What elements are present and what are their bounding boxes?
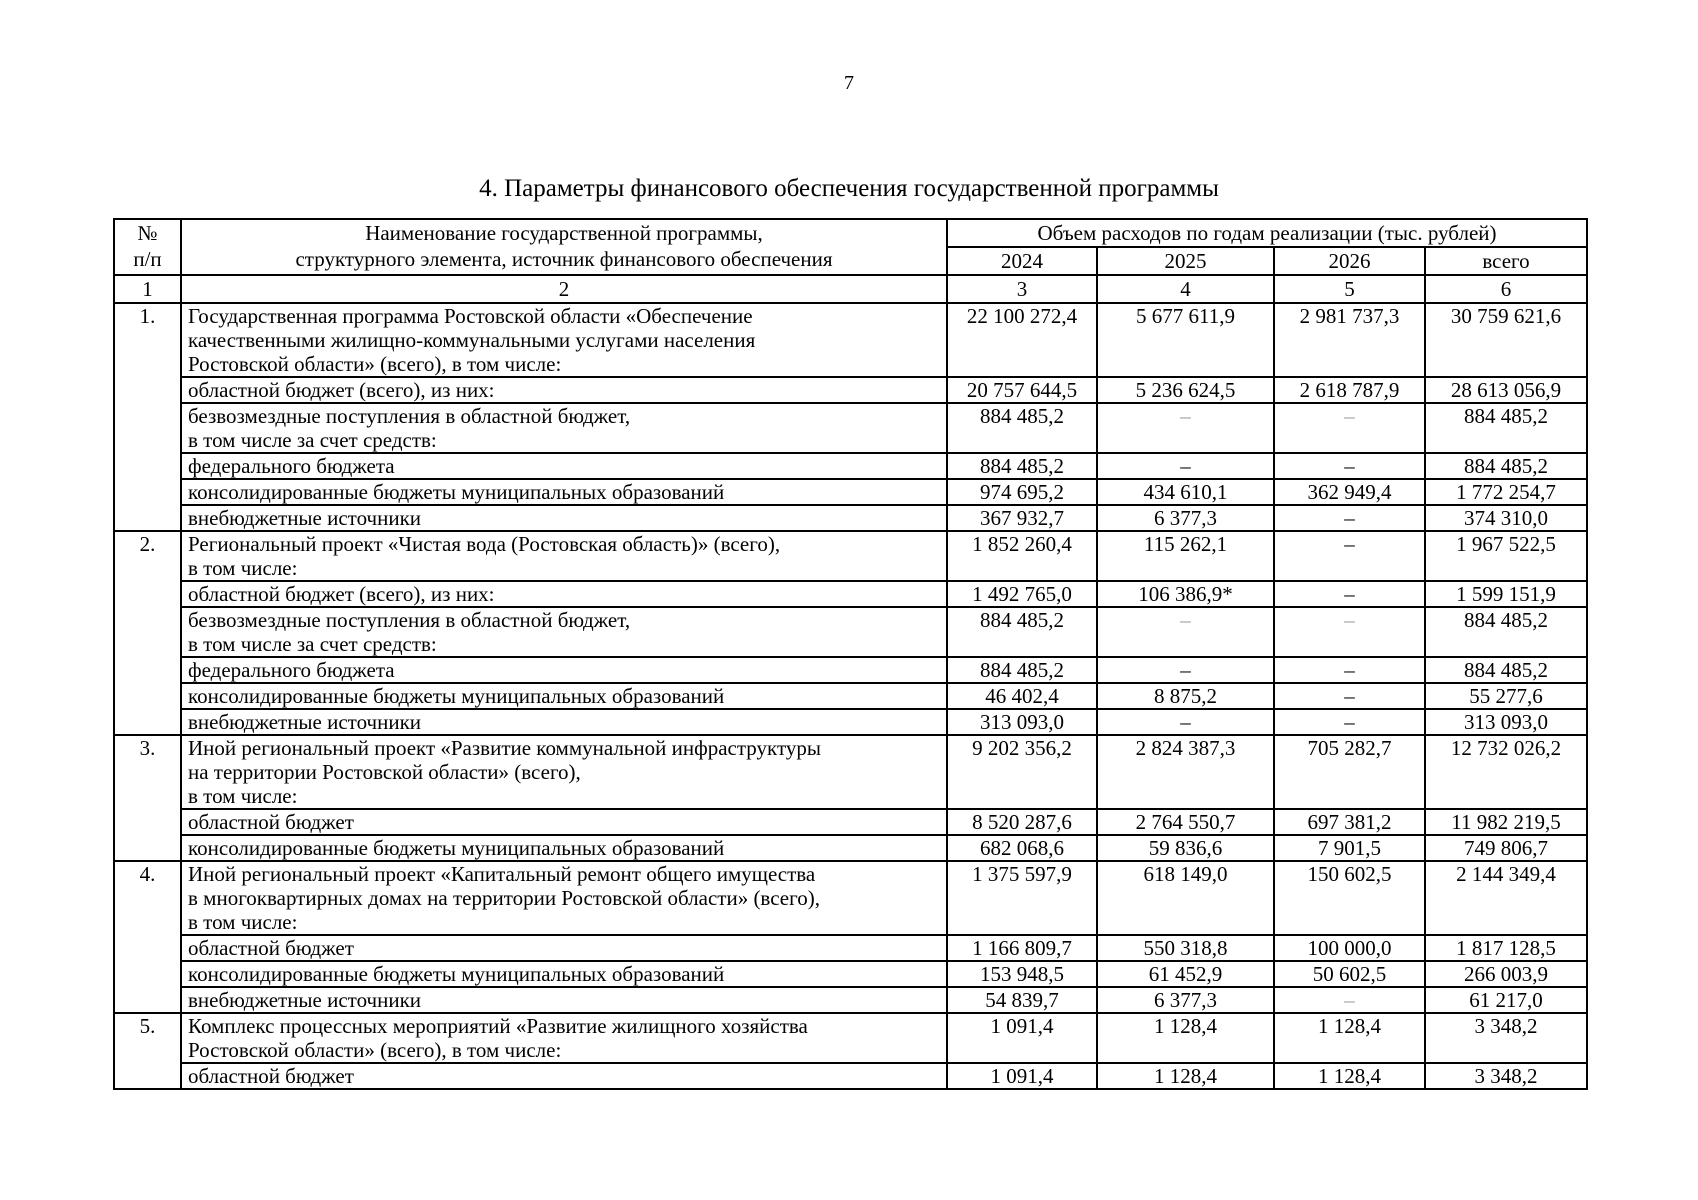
amount-value: 1 128,4 xyxy=(1154,1064,1217,1088)
value-cell-2026 xyxy=(1274,935,1425,961)
value-cell-2024 xyxy=(947,303,1097,377)
amount-value: 1 492 765,0 xyxy=(972,582,1072,606)
value-cell-2026 xyxy=(1274,453,1425,479)
value-cell-2025 xyxy=(1097,377,1274,403)
amount-value: 55 277,6 xyxy=(1469,684,1543,708)
value-cell-2026 xyxy=(1274,607,1425,657)
amount-value: 884 485,2 xyxy=(980,454,1064,478)
header-index-row xyxy=(114,275,1587,303)
row-name-cell xyxy=(181,531,947,581)
amount-value: 884 485,2 xyxy=(980,404,1064,428)
table-row xyxy=(114,403,1587,453)
row-name-cell xyxy=(181,683,947,709)
header-year-2025: 2025 xyxy=(1097,247,1274,275)
table-row xyxy=(114,961,1587,987)
table-row xyxy=(114,987,1587,1013)
value-cell-2025 xyxy=(1097,709,1274,735)
dash-value: – xyxy=(1344,582,1355,606)
row-name-line: областной бюджет (всего), из них: xyxy=(188,582,495,606)
header-num-cell xyxy=(114,219,181,275)
row-name-line: в том числе за счет средств: xyxy=(188,632,437,656)
value-cell-2026 xyxy=(1274,709,1425,735)
amount-value: 1 091,4 xyxy=(990,1064,1054,1088)
row-name-line: областной бюджет xyxy=(188,1064,354,1088)
value-cell-2024 xyxy=(947,709,1097,735)
value-cell-2025 xyxy=(1097,1063,1274,1089)
value-cell-2024 xyxy=(947,505,1097,531)
value-cell-2025 xyxy=(1097,1013,1274,1063)
amount-value: 313 093,0 xyxy=(980,710,1064,734)
row-name-cell xyxy=(181,581,947,607)
row-name-line: в том числе: xyxy=(188,556,298,580)
value-cell-2025 xyxy=(1097,683,1274,709)
amount-value: 884 485,2 xyxy=(980,658,1064,682)
header-volume-cell: Объем расходов по годам реализации (тыс. рублей) xyxy=(947,219,1587,247)
value-cell-total xyxy=(1425,581,1587,607)
value-cell-2025 xyxy=(1097,531,1274,581)
amount-value: 100 000,0 xyxy=(1307,936,1392,960)
index-cell: 5 xyxy=(1274,275,1425,303)
amount-value: 749 806,7 xyxy=(1464,836,1548,860)
row-name-cell xyxy=(181,607,947,657)
value-cell-2026 xyxy=(1274,505,1425,531)
value-cell-2025 xyxy=(1097,453,1274,479)
value-cell-2025 xyxy=(1097,657,1274,683)
row-name-line: консолидированные бюджеты муниципальных образований xyxy=(188,962,725,986)
row-name-line: внебюджетные источники xyxy=(188,988,422,1012)
dash-value: – xyxy=(1180,404,1191,428)
row-name-line: Иной региональный проект «Капитальный ремонт общего имущества xyxy=(188,862,816,886)
value-cell-2026 xyxy=(1274,403,1425,453)
value-cell-total xyxy=(1425,835,1587,861)
amount-value: 884 485,2 xyxy=(1464,608,1548,632)
section-number: 1. xyxy=(114,303,181,531)
amount-value: 1 599 151,9 xyxy=(1456,582,1556,606)
amount-value: 1 166 809,7 xyxy=(972,936,1072,960)
table-row xyxy=(114,1013,1587,1063)
value-cell-total xyxy=(1425,861,1587,935)
value-cell-2025 xyxy=(1097,581,1274,607)
value-cell-total xyxy=(1425,935,1587,961)
row-name-line: федерального бюджета xyxy=(188,454,395,478)
value-cell-2024 xyxy=(947,403,1097,453)
row-name-cell xyxy=(181,453,947,479)
row-name-line: Региональный проект «Чистая вода (Ростовская область)» (всего), xyxy=(188,532,781,556)
page-number: 7 xyxy=(844,72,854,94)
row-name-line: федерального бюджета xyxy=(188,658,395,682)
amount-value: 2 144 349,4 xyxy=(1456,862,1556,886)
amount-value: 367 932,7 xyxy=(980,506,1064,530)
value-cell-2026 xyxy=(1274,581,1425,607)
row-name-line: внебюджетные источники xyxy=(188,710,422,734)
row-name-line: безвозмездные поступления в областной бюджет, xyxy=(188,404,631,428)
value-cell-2026 xyxy=(1274,1013,1425,1063)
value-cell-2024 xyxy=(947,1063,1097,1089)
amount-value: 50 602,5 xyxy=(1312,962,1387,986)
amount-value: 11 982 219,5 xyxy=(1451,810,1561,834)
row-name-cell xyxy=(181,1013,947,1063)
value-cell-2024 xyxy=(947,683,1097,709)
index-cell: 6 xyxy=(1425,275,1587,303)
amount-value: 1 128,4 xyxy=(1318,1064,1381,1088)
amount-value: 1 772 254,7 xyxy=(1456,480,1556,504)
value-cell-2026 xyxy=(1274,1063,1425,1089)
row-name-line: внебюджетные источники xyxy=(188,506,422,530)
value-cell-2026 xyxy=(1274,809,1425,835)
table-row xyxy=(114,657,1587,683)
row-name-line: областной бюджет (всего), из них: xyxy=(188,378,495,402)
amount-value: 884 485,2 xyxy=(980,608,1064,632)
amount-value: 705 282,7 xyxy=(1307,736,1392,760)
index-cell: 2 xyxy=(181,275,947,303)
dash-value: – xyxy=(1344,404,1355,428)
value-cell-2025 xyxy=(1097,735,1274,809)
table-row xyxy=(114,835,1587,861)
dash-value: – xyxy=(1344,988,1355,1012)
value-cell-2024 xyxy=(947,961,1097,987)
value-cell-total xyxy=(1425,987,1587,1013)
amount-value: 61 452,9 xyxy=(1148,962,1223,986)
dash-value: – xyxy=(1180,658,1191,682)
amount-value: 3 348,2 xyxy=(1474,1014,1538,1038)
section-number: 3. xyxy=(114,735,181,861)
dash-value: – xyxy=(1344,684,1355,708)
value-cell-2024 xyxy=(947,531,1097,581)
amount-value: 153 948,5 xyxy=(980,962,1064,986)
amount-value: 22 100 272,4 xyxy=(966,304,1078,328)
value-cell-2024 xyxy=(947,735,1097,809)
value-cell-total xyxy=(1425,505,1587,531)
amount-value: 1 375 597,9 xyxy=(972,862,1072,886)
table-row xyxy=(114,377,1587,403)
value-cell-total xyxy=(1425,961,1587,987)
dash-value: – xyxy=(1344,658,1355,682)
amount-value: 1 091,4 xyxy=(990,1014,1054,1038)
row-name-line: областной бюджет xyxy=(188,936,354,960)
header-num-line2: п/п xyxy=(133,247,162,271)
amount-value: 6 377,3 xyxy=(1154,506,1217,530)
value-cell-2024 xyxy=(947,581,1097,607)
table-row xyxy=(114,809,1587,835)
row-name-line: на территории Ростовской области» (всего), xyxy=(188,760,581,784)
row-name-cell xyxy=(181,303,947,377)
amount-value: 106 386,9* xyxy=(1138,582,1233,606)
index-cell: 4 xyxy=(1097,275,1274,303)
row-name-line: в том числе за счет средств: xyxy=(188,428,437,452)
value-cell-2024 xyxy=(947,607,1097,657)
value-cell-total xyxy=(1425,607,1587,657)
amount-value: 3 348,2 xyxy=(1474,1064,1538,1088)
row-name-cell xyxy=(181,709,947,735)
table-row xyxy=(114,709,1587,735)
value-cell-2026 xyxy=(1274,987,1425,1013)
dash-value: – xyxy=(1180,454,1191,478)
index-cell: 1 xyxy=(114,275,181,303)
row-name-cell xyxy=(181,987,947,1013)
table-row xyxy=(114,505,1587,531)
value-cell-2026 xyxy=(1274,657,1425,683)
table-row xyxy=(114,479,1587,505)
row-name-line: Государственная программа Ростовской области «Обеспечение xyxy=(188,304,753,328)
financing-table xyxy=(113,218,1588,1090)
amount-value: 8 520 287,6 xyxy=(972,810,1072,834)
amount-value: 697 381,2 xyxy=(1307,810,1392,834)
row-name-cell xyxy=(181,935,947,961)
row-name-line: безвозмездные поступления в областной бюджет, xyxy=(188,608,631,632)
value-cell-2026 xyxy=(1274,303,1425,377)
value-cell-2025 xyxy=(1097,505,1274,531)
amount-value: 54 839,7 xyxy=(985,988,1059,1012)
value-cell-total xyxy=(1425,735,1587,809)
row-name-line: в том числе: xyxy=(188,910,298,934)
table-title: 4. Параметры финансового обеспечения государственной программы xyxy=(479,175,1219,202)
row-name-line: консолидированные бюджеты муниципальных образований xyxy=(188,684,725,708)
dash-value: – xyxy=(1344,454,1355,478)
header-row-1 xyxy=(114,219,1587,247)
amount-value: 59 836,6 xyxy=(1148,836,1223,860)
row-name-line: консолидированные бюджеты муниципальных образований xyxy=(188,480,725,504)
amount-value: 313 093,0 xyxy=(1464,710,1548,734)
amount-value: 682 068,6 xyxy=(980,836,1064,860)
amount-value: 12 732 026,2 xyxy=(1450,736,1562,760)
dash-value: – xyxy=(1180,608,1191,632)
amount-value: 5 236 624,5 xyxy=(1135,378,1236,402)
value-cell-total xyxy=(1425,809,1587,835)
value-cell-2026 xyxy=(1274,961,1425,987)
value-cell-total xyxy=(1425,683,1587,709)
header-name-line1: Наименование государственной программы, xyxy=(365,221,763,245)
row-name-line: Иной региональный проект «Развитие коммунальной инфраструктуры xyxy=(188,736,821,760)
dash-value: – xyxy=(1180,710,1191,734)
amount-value: 1 852 260,4 xyxy=(972,532,1072,556)
index-cell: 3 xyxy=(947,275,1097,303)
value-cell-total xyxy=(1425,1013,1587,1063)
row-name-cell xyxy=(181,809,947,835)
row-name-line: Комплекс процессных мероприятий «Развитие жилищного хозяйства xyxy=(188,1014,808,1038)
header-total: всего xyxy=(1425,247,1587,275)
value-cell-2024 xyxy=(947,377,1097,403)
value-cell-2025 xyxy=(1097,403,1274,453)
value-cell-total xyxy=(1425,709,1587,735)
amount-value: 434 610,1 xyxy=(1143,480,1228,504)
row-name-cell xyxy=(181,861,947,935)
row-name-cell xyxy=(181,479,947,505)
value-cell-2025 xyxy=(1097,861,1274,935)
row-name-line: в том числе: xyxy=(188,784,298,808)
dash-value: – xyxy=(1344,710,1355,734)
value-cell-2024 xyxy=(947,835,1097,861)
value-cell-2025 xyxy=(1097,935,1274,961)
amount-value: 2 824 387,3 xyxy=(1135,736,1236,760)
value-cell-2025 xyxy=(1097,479,1274,505)
row-name-line: в многоквартирных домах на территории Ростовской области» (всего), xyxy=(188,886,820,910)
row-name-line: Ростовской области» (всего), в том числе: xyxy=(188,352,562,376)
amount-value: 2 981 737,3 xyxy=(1299,304,1400,328)
row-name-cell xyxy=(181,505,947,531)
table-row xyxy=(114,581,1587,607)
amount-value: 884 485,2 xyxy=(1464,404,1548,428)
amount-value: 28 613 056,9 xyxy=(1450,378,1562,402)
row-name-cell xyxy=(181,735,947,809)
value-cell-total xyxy=(1425,303,1587,377)
amount-value: 46 402,4 xyxy=(985,684,1059,708)
section-number: 2. xyxy=(114,531,181,735)
amount-value: 1 128,4 xyxy=(1154,1014,1217,1038)
value-cell-2026 xyxy=(1274,377,1425,403)
value-cell-2025 xyxy=(1097,835,1274,861)
amount-value: 61 217,0 xyxy=(1469,988,1543,1012)
table-row xyxy=(114,735,1587,809)
value-cell-2025 xyxy=(1097,607,1274,657)
dash-value: – xyxy=(1344,506,1355,530)
amount-value: 362 949,4 xyxy=(1307,480,1392,504)
value-cell-total xyxy=(1425,531,1587,581)
amount-value: 266 003,9 xyxy=(1464,962,1548,986)
value-cell-2024 xyxy=(947,657,1097,683)
row-name-cell xyxy=(181,377,947,403)
value-cell-total xyxy=(1425,403,1587,453)
value-cell-2024 xyxy=(947,809,1097,835)
value-cell-2025 xyxy=(1097,303,1274,377)
value-cell-total xyxy=(1425,479,1587,505)
value-cell-total xyxy=(1425,377,1587,403)
value-cell-2025 xyxy=(1097,987,1274,1013)
value-cell-2026 xyxy=(1274,835,1425,861)
header-year-2024: 2024 xyxy=(947,247,1097,275)
amount-value: 150 602,5 xyxy=(1307,862,1392,886)
amount-value: 6 377,3 xyxy=(1154,988,1217,1012)
amount-value: 2 618 787,9 xyxy=(1299,378,1400,402)
header-num-line1: № xyxy=(137,221,158,245)
value-cell-total xyxy=(1425,453,1587,479)
header-name-line2: структурного элемента, источник финансового обеспечения xyxy=(295,247,833,271)
row-name-line: областной бюджет xyxy=(188,810,354,834)
row-name-cell xyxy=(181,403,947,453)
amount-value: 9 202 356,2 xyxy=(972,736,1072,760)
value-cell-2025 xyxy=(1097,809,1274,835)
table-row xyxy=(114,683,1587,709)
amount-value: 7 901,5 xyxy=(1318,836,1381,860)
amount-value: 1 967 522,5 xyxy=(1456,532,1556,556)
amount-value: 8 875,2 xyxy=(1154,684,1217,708)
table-row xyxy=(114,453,1587,479)
value-cell-2026 xyxy=(1274,861,1425,935)
table-row xyxy=(114,861,1587,935)
table-row xyxy=(114,935,1587,961)
value-cell-2024 xyxy=(947,1013,1097,1063)
row-name-line: Ростовской области» (всего), в том числе: xyxy=(188,1038,562,1062)
row-name-line: консолидированные бюджеты муниципальных образований xyxy=(188,836,725,860)
value-cell-2024 xyxy=(947,861,1097,935)
amount-value: 5 677 611,9 xyxy=(1136,304,1235,328)
section-number: 4. xyxy=(114,861,181,1013)
amount-value: 1 128,4 xyxy=(1318,1014,1381,1038)
amount-value: 1 817 128,5 xyxy=(1456,936,1556,960)
dash-value: – xyxy=(1344,532,1355,556)
value-cell-2024 xyxy=(947,987,1097,1013)
amount-value: 2 764 550,7 xyxy=(1135,810,1236,834)
header-year-2026: 2026 xyxy=(1274,247,1425,275)
value-cell-2024 xyxy=(947,479,1097,505)
value-cell-2026 xyxy=(1274,531,1425,581)
amount-value: 20 757 644,5 xyxy=(966,378,1078,402)
table-row xyxy=(114,607,1587,657)
value-cell-2026 xyxy=(1274,479,1425,505)
value-cell-2024 xyxy=(947,935,1097,961)
value-cell-total xyxy=(1425,1063,1587,1089)
amount-value: 374 310,0 xyxy=(1464,506,1548,530)
amount-value: 115 262,1 xyxy=(1143,532,1228,556)
section-number: 5. xyxy=(114,1013,181,1089)
value-cell-2024 xyxy=(947,453,1097,479)
amount-value: 30 759 621,6 xyxy=(1450,304,1562,328)
row-name-cell xyxy=(181,1063,947,1089)
row-name-line: качественными жилищно-коммунальными услугами населения xyxy=(188,328,756,352)
value-cell-2025 xyxy=(1097,961,1274,987)
value-cell-2026 xyxy=(1274,735,1425,809)
amount-value: 884 485,2 xyxy=(1464,454,1548,478)
value-cell-2026 xyxy=(1274,683,1425,709)
amount-value: 974 695,2 xyxy=(980,480,1064,504)
table-row xyxy=(114,303,1587,377)
header-name-cell xyxy=(181,219,947,275)
dash-value: – xyxy=(1344,608,1355,632)
amount-value: 618 149,0 xyxy=(1143,862,1228,886)
amount-value: 550 318,8 xyxy=(1143,936,1228,960)
row-name-cell xyxy=(181,835,947,861)
amount-value: 884 485,2 xyxy=(1464,658,1548,682)
value-cell-total xyxy=(1425,657,1587,683)
row-name-cell xyxy=(181,657,947,683)
row-name-cell xyxy=(181,961,947,987)
table-row xyxy=(114,531,1587,581)
table-row xyxy=(114,1063,1587,1089)
